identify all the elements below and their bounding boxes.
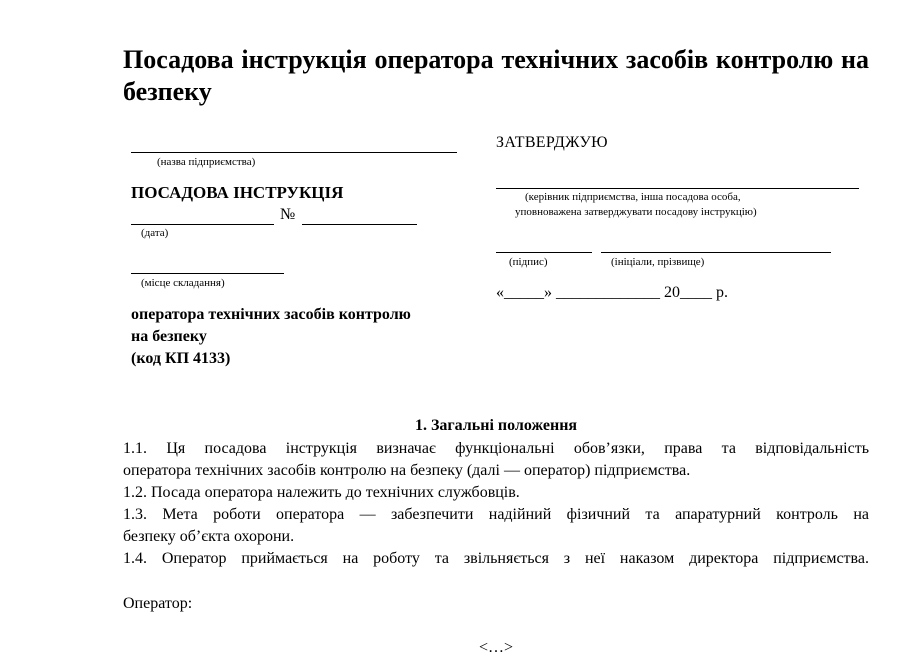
paragraph-1-3-line-2: безпеку об’єкта охорони. xyxy=(123,528,295,545)
date-line xyxy=(131,224,274,225)
place-caption: (місце складання) xyxy=(141,277,225,289)
paragraph-1-1-line-1: 1.1. Ця посадова інструкція визначає функціональні обов’язки, права та відповідальність xyxy=(123,440,869,457)
operator-label: Оператор: xyxy=(123,595,193,612)
instruction-heading: ПОСАДОВА ІНСТРУКЦІЯ xyxy=(131,183,344,202)
paragraph-1-1-line-2: оператора технічних засобів контролю на безпеку (далі — оператор) підприємства. xyxy=(123,462,691,479)
number-sign: № xyxy=(280,206,296,223)
number-line xyxy=(302,224,417,225)
enterprise-name-line xyxy=(131,152,457,153)
name-caption: (ініціали, прізвище) xyxy=(611,256,705,268)
document-title: Посадова інструкція оператора технічних засобів контролю на безпеку xyxy=(123,45,869,106)
head-line xyxy=(496,188,859,189)
signature-line xyxy=(496,252,592,253)
approve-heading: ЗАТВЕРДЖУЮ xyxy=(496,134,608,151)
date-caption: (дата) xyxy=(141,227,169,239)
paragraph-1-3-line-1: 1.3. Мета роботи оператора — забезпечити надійний фізичний та апаратурний контроль на xyxy=(123,506,869,523)
signature-caption: (підпис) xyxy=(509,256,548,268)
section-1-heading: 1. Загальні положення xyxy=(414,417,578,434)
ellipsis-marker: <…> xyxy=(478,639,514,656)
head-caption-1: (керівник підприємства, інша посадова особа, xyxy=(525,191,741,203)
head-caption-2: уповноважена затверджувати посадову інструкцію) xyxy=(515,206,757,218)
position-line-2: на безпеку xyxy=(131,328,207,345)
place-line xyxy=(131,273,284,274)
approve-date-line: «_____» _____________ 20____ р. xyxy=(496,284,728,301)
enterprise-caption: (назва підприємства) xyxy=(157,156,256,168)
position-code: (код КП 4133) xyxy=(131,350,231,367)
name-line xyxy=(601,252,831,253)
paragraph-1-4: 1.4. Оператор приймається на роботу та звільняється з неї наказом директора підприємства. xyxy=(123,550,869,567)
position-line-1: оператора технічних засобів контролю xyxy=(131,306,411,323)
paragraph-1-2: 1.2. Посада оператора належить до технічних службовців. xyxy=(123,484,520,501)
